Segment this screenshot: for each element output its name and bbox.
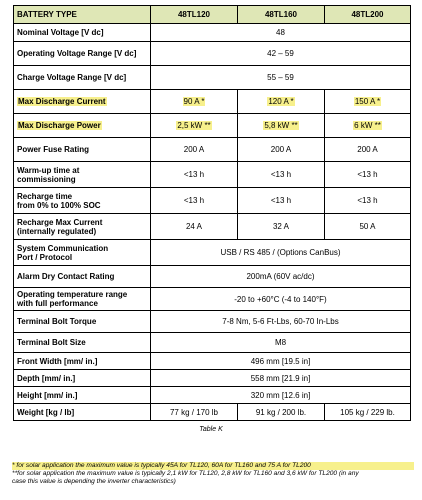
row-value-cell [151, 90, 238, 114]
row-value: <13 h [151, 162, 238, 188]
row-label: Warm-up time at commissioning [14, 162, 151, 188]
row-label: Operating Voltage Range [V dc] [14, 42, 151, 66]
table-row [14, 370, 411, 387]
row-value-cell [238, 90, 325, 114]
row-value-merged: 496 mm [19.5 in] [151, 353, 411, 370]
footnote-current: * for solar application the maximum value is typically 45A for TL120, 60A for TL160 and 75 A for TL200 [12, 462, 414, 470]
row-label [14, 114, 151, 138]
row-label: Depth [mm/ in.] [14, 370, 151, 387]
row-value: <13 h [325, 162, 411, 188]
row-label: Weight [kg / lb] [14, 404, 151, 421]
battery-spec-table [13, 5, 411, 421]
row-label: Height [mm/ in.] [14, 387, 151, 404]
table-row [14, 311, 411, 333]
row-value-merged: 558 mm [21.9 in] [151, 370, 411, 387]
row-label-highlighted: Max Discharge Power [18, 121, 101, 130]
row-value-highlighted: 150 A * [354, 97, 381, 106]
row-value-cell [151, 114, 238, 138]
row-label: Recharge Max Current (internally regulated) [14, 214, 151, 240]
row-value: 24 A [151, 214, 238, 240]
footnote-power: **for solar application the maximum value is typically 2,1 kW for TL120, 2,8 kW for TL160 and 3,6 kW for TL200 (in any case this value is depending the inverter characteristics) [12, 470, 359, 485]
row-value-cell [325, 90, 411, 114]
table-row [14, 90, 411, 114]
row-value-cell [325, 114, 411, 138]
row-value: <13 h [325, 188, 411, 214]
table-row [14, 240, 411, 266]
row-value-highlighted: 2,5 kW ** [177, 121, 211, 130]
row-value: <13 h [238, 188, 325, 214]
row-value: <13 h [151, 188, 238, 214]
footnotes [12, 462, 414, 486]
table-row [14, 387, 411, 404]
table-row [14, 266, 411, 288]
table-row [14, 333, 411, 353]
row-value: <13 h [238, 162, 325, 188]
row-value-highlighted: 120 A * [268, 97, 294, 106]
spec-table-body [14, 6, 411, 421]
row-value-merged: M8 [151, 333, 411, 353]
header-model-2: 48TL160 [238, 6, 325, 24]
header-model-3: 48TL200 [325, 6, 411, 24]
table-row [14, 138, 411, 162]
row-label: Alarm Dry Contact Rating [14, 266, 151, 288]
row-value-highlighted: 5,8 kW ** [264, 121, 298, 130]
row-label: Recharge time from 0% to 100% SOC [14, 188, 151, 214]
row-value-highlighted: 6 kW ** [354, 121, 381, 130]
table-caption: Table K [199, 426, 223, 433]
row-value-highlighted: 90 A * [183, 97, 205, 106]
row-label: Terminal Bolt Torque [14, 311, 151, 333]
row-value-merged: 55 – 59 [151, 66, 411, 90]
row-value-merged: USB / RS 485 / (Options CanBus) [151, 240, 411, 266]
row-label: Terminal Bolt Size [14, 333, 151, 353]
table-row [14, 188, 411, 214]
table-row [14, 353, 411, 370]
row-label: Front Width [mm/ in.] [14, 353, 151, 370]
row-value: 200 A [325, 138, 411, 162]
row-label: Power Fuse Rating [14, 138, 151, 162]
row-value-merged: 48 [151, 24, 411, 42]
row-value-merged: 320 mm [12.6 in] [151, 387, 411, 404]
table-row [14, 404, 411, 421]
row-value-merged: 200mA (60V ac/dc) [151, 266, 411, 288]
row-value: 91 kg / 200 lb. [238, 404, 325, 421]
row-value-merged: -20 to +60°C (-4 to 140°F) [151, 288, 411, 311]
table-row [14, 288, 411, 311]
row-value: 77 kg / 170 lb [151, 404, 238, 421]
row-label: Operating temperature range with full performance [14, 288, 151, 311]
header-model-1: 48TL120 [151, 6, 238, 24]
row-label: Nominal Voltage [V dc] [14, 24, 151, 42]
table-row [14, 24, 411, 42]
row-value: 32 A [238, 214, 325, 240]
row-value: 105 kg / 229 lb. [325, 404, 411, 421]
row-value: 200 A [151, 138, 238, 162]
table-row [14, 162, 411, 188]
row-value: 200 A [238, 138, 325, 162]
table-row [14, 114, 411, 138]
row-value: 50 A [325, 214, 411, 240]
table-row [14, 66, 411, 90]
row-value-merged: 7-8 Nm, 5-6 Ft-Lbs, 60-70 In-Lbs [151, 311, 411, 333]
row-label: System Communication Port / Protocol [14, 240, 151, 266]
row-label: Charge Voltage Range [V dc] [14, 66, 151, 90]
table-header-row [14, 6, 411, 24]
table-row [14, 42, 411, 66]
row-value-cell [238, 114, 325, 138]
header-label: BATTERY TYPE [14, 6, 151, 24]
row-value-merged: 42 – 59 [151, 42, 411, 66]
table-row [14, 214, 411, 240]
row-label [14, 90, 151, 114]
row-label-highlighted: Max Discharge Current [18, 97, 106, 106]
